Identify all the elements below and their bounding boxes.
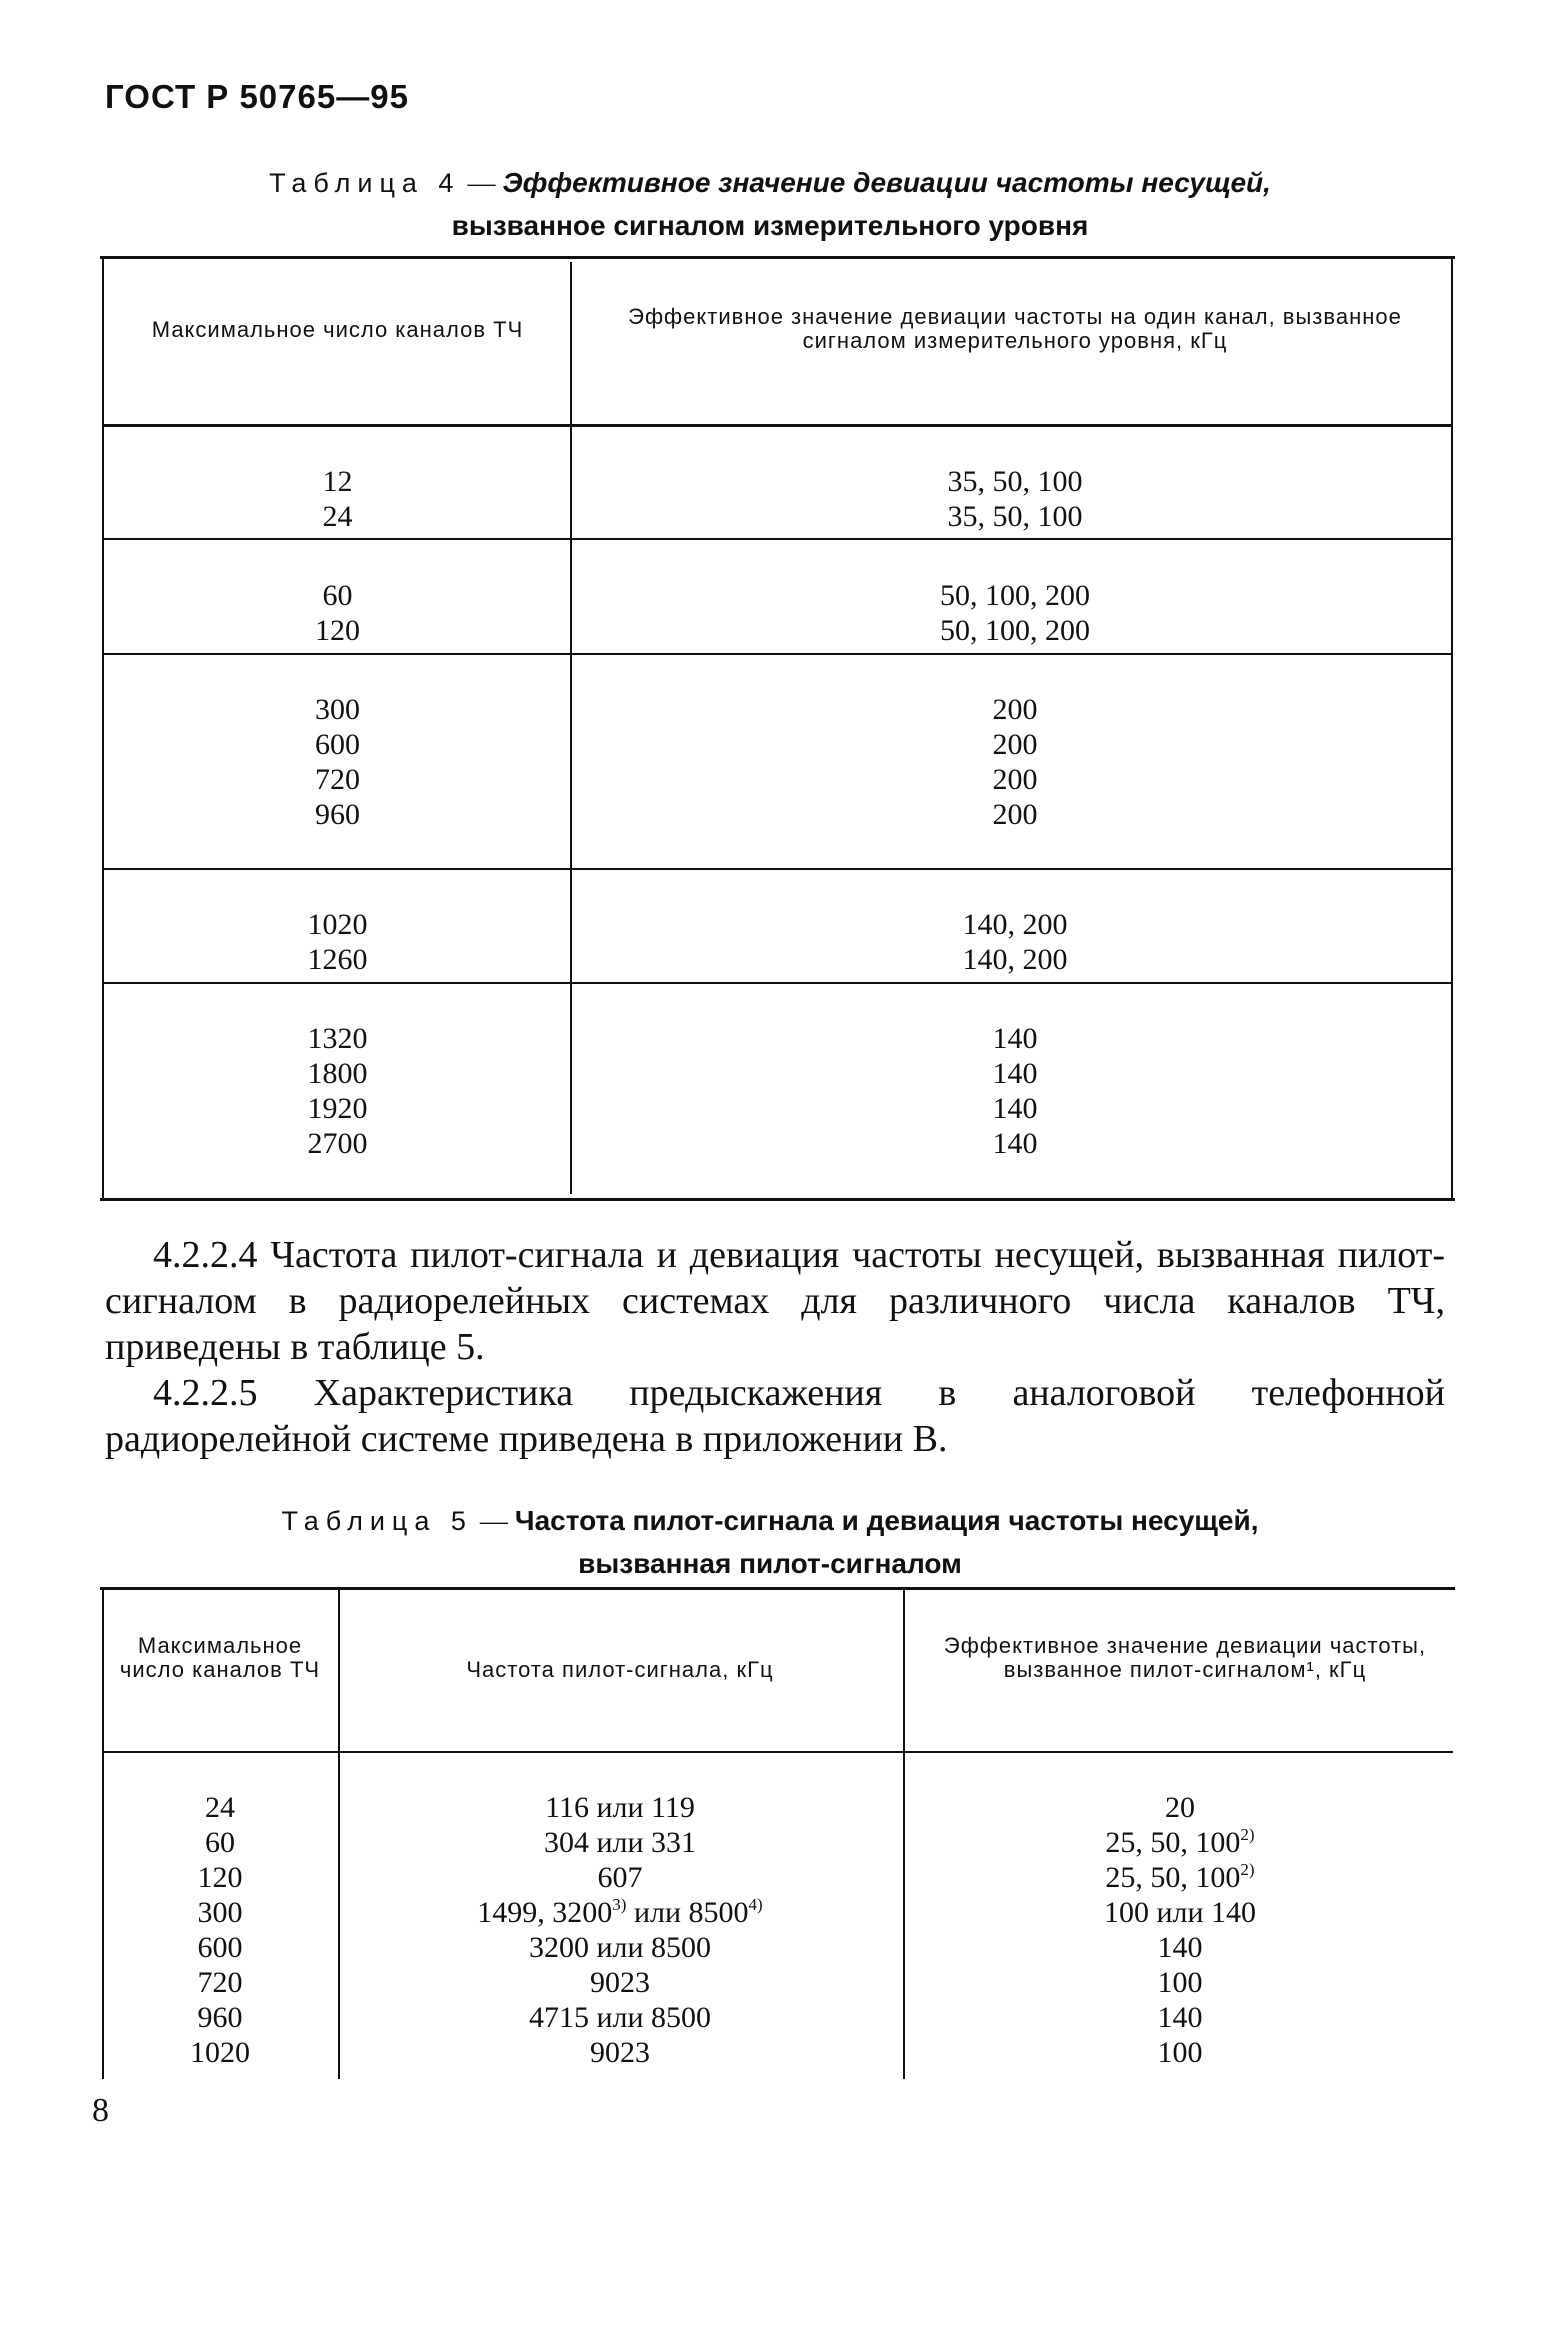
table-cell: 50, 100, 200 bbox=[940, 614, 1090, 647]
table4-title-line2: вызванное сигналом измерительного уровня bbox=[451, 210, 1089, 241]
table-cell: 140 bbox=[1157, 1931, 1203, 1964]
table-cell: 20 bbox=[1165, 1791, 1195, 1824]
table-cell: 200 bbox=[992, 798, 1038, 831]
table-cell: 140 bbox=[1157, 2001, 1203, 2034]
table-cell: 116 или 119 bbox=[545, 1791, 695, 1824]
table4-channels-group bbox=[110, 907, 565, 977]
table-cell: 1320 bbox=[307, 1022, 368, 1055]
table-cell: 200 bbox=[992, 693, 1038, 726]
paragraph-4-2-2-4: 4.2.2.4 Частота пилот-сигнала и девиация частоты несущей, вызванная пилот-сигналом в радиорелейных системах для различного числа каналов ТЧ, приведены в таблице 5. bbox=[105, 1234, 1445, 1368]
cell-text: 25, 50, 100 bbox=[1105, 1826, 1241, 1859]
table4-values-group bbox=[580, 692, 1450, 832]
table-cell: 60 bbox=[322, 579, 353, 612]
table4-group-rule bbox=[102, 982, 1453, 984]
footnote-mark: 4) bbox=[748, 1895, 763, 1914]
table-cell: 140 bbox=[992, 1057, 1038, 1090]
table-cell: 960 bbox=[315, 798, 360, 831]
table4-right-border bbox=[1451, 258, 1453, 1200]
footnote-mark: 3) bbox=[612, 1895, 627, 1914]
body-text bbox=[105, 1232, 1445, 1462]
table-cell: 720 bbox=[197, 1966, 243, 1999]
table5-column-divider bbox=[338, 1589, 340, 2079]
table-cell: 300 bbox=[197, 1896, 243, 1929]
table5-frequency-column bbox=[345, 1790, 895, 2070]
table5-title-line2: вызванная пилот-сигналом bbox=[578, 1548, 962, 1579]
table-cell: 12 bbox=[322, 465, 353, 498]
table5-header-rule bbox=[102, 1751, 1453, 1753]
table4-col1-header: Максимальное число каналов ТЧ bbox=[151, 317, 524, 342]
table-cell: 140 bbox=[992, 1022, 1038, 1055]
table-cell: 100 bbox=[1157, 1966, 1203, 1999]
cell-text: 1499, 3200 bbox=[477, 1896, 613, 1929]
table-cell: 1260 bbox=[307, 943, 368, 976]
table-cell: 140, 200 bbox=[962, 943, 1068, 976]
table4-bottom-rule bbox=[100, 1198, 1455, 1201]
cell-text: 25, 50, 100 bbox=[1105, 1861, 1241, 1894]
table4-group-rule bbox=[102, 653, 1453, 655]
table5-title-line1: Частота пилот-сигнала и девиация частоты несущей, bbox=[514, 1505, 1259, 1536]
paragraph-4-2-2-5: 4.2.2.5 Характеристика предыскажения в аналоговой телефонной радиорелейной системе приведена в приложении В. bbox=[105, 1372, 1445, 1460]
table-cell: 140, 200 bbox=[962, 908, 1068, 941]
table-cell: 24 bbox=[205, 1791, 235, 1824]
table5-channels-column bbox=[104, 1790, 336, 2070]
table-cell: 1020 bbox=[190, 2036, 250, 2069]
table-cell: 9023 bbox=[590, 1966, 650, 1999]
table-cell: 720 bbox=[315, 763, 360, 796]
table4-channels-group bbox=[110, 1021, 565, 1161]
document-id: ГОСТ Р 50765—95 bbox=[105, 78, 409, 115]
table-cell: 960 bbox=[197, 2001, 243, 2034]
table-cell: 120 bbox=[315, 614, 360, 647]
table4-top-rule bbox=[100, 256, 1455, 259]
table4-dash: — bbox=[467, 168, 496, 199]
table4-channels-group bbox=[110, 578, 565, 648]
page-number: 8 bbox=[92, 2092, 109, 2129]
table-cell: 2700 bbox=[307, 1127, 368, 1160]
table5-col2-header: Частота пилот-сигнала, кГц bbox=[466, 1657, 774, 1682]
table4-header-rule bbox=[102, 424, 1453, 427]
table-cell: 140 bbox=[992, 1092, 1038, 1125]
table-cell bbox=[910, 1860, 1450, 1895]
table4-values-group bbox=[580, 907, 1450, 977]
table-cell: 1920 bbox=[307, 1092, 368, 1125]
table-cell: 1020 bbox=[307, 908, 368, 941]
table4-left-border bbox=[102, 258, 104, 1200]
table4-values-group bbox=[580, 464, 1450, 534]
table4-group-rule bbox=[102, 538, 1453, 540]
table-cell: 607 bbox=[597, 1861, 643, 1894]
table-cell: 24 bbox=[322, 500, 353, 533]
table5-column-divider bbox=[903, 1589, 905, 2079]
table4-channels-group bbox=[110, 464, 565, 534]
table5-col3-header: Эффективное значение девиации частоты, вызванное пилот-сигналом¹, кГц bbox=[943, 1633, 1427, 1682]
table-cell: 60 bbox=[205, 1826, 235, 1859]
table5-deviation-column bbox=[910, 1790, 1450, 2070]
table-cell bbox=[345, 1895, 895, 1930]
table4-title-line1: Эффективное значение девиации частоты несущей, bbox=[502, 167, 1271, 198]
table4-values-group bbox=[580, 1021, 1450, 1161]
table-cell: 600 bbox=[315, 728, 360, 761]
table5-top-rule bbox=[100, 1587, 1455, 1590]
footnote-mark: 2) bbox=[1240, 1860, 1255, 1879]
table-cell: 100 bbox=[1157, 2036, 1203, 2069]
table4-col2-header: Эффективное значение девиации частоты на один канал, вызванное сигналом измерительного уровня, кГц bbox=[628, 304, 1402, 353]
table5-caption bbox=[100, 1500, 1440, 1585]
table-cell: 600 bbox=[197, 1931, 243, 1964]
table-cell: 3200 или 8500 bbox=[528, 1931, 712, 1964]
table5-label: Таблица 5 bbox=[281, 1506, 473, 1536]
table4-channels-group bbox=[110, 692, 565, 832]
table-cell: 4715 или 8500 bbox=[528, 2001, 712, 2034]
table-cell bbox=[910, 1825, 1450, 1860]
table4-caption bbox=[100, 162, 1440, 247]
table4-group-rule bbox=[102, 868, 1453, 870]
footnote-mark: 2) bbox=[1240, 1825, 1255, 1844]
table4-column-divider bbox=[570, 262, 572, 1194]
table-cell: 200 bbox=[992, 728, 1038, 761]
table-cell: 1800 bbox=[307, 1057, 368, 1090]
table4-values-group bbox=[580, 578, 1450, 648]
table-cell: 50, 100, 200 bbox=[940, 579, 1090, 612]
cell-text: или 8500 bbox=[626, 1896, 749, 1929]
table-cell: 120 bbox=[197, 1861, 243, 1894]
table5-col1-header: Максимальное число каналов ТЧ bbox=[119, 1633, 321, 1682]
table-cell: 35, 50, 100 bbox=[947, 500, 1083, 533]
table-cell: 35, 50, 100 bbox=[947, 465, 1083, 498]
table-cell: 140 bbox=[992, 1127, 1038, 1160]
table4-label: Таблица 4 bbox=[269, 168, 461, 198]
table-cell: 304 или 331 bbox=[543, 1826, 697, 1859]
table-cell: 9023 bbox=[590, 2036, 650, 2069]
table5-dash: — bbox=[479, 1506, 508, 1537]
table-cell: 200 bbox=[992, 763, 1038, 796]
table-cell: 300 bbox=[315, 693, 360, 726]
table-cell: 100 или 140 bbox=[1103, 1896, 1257, 1929]
